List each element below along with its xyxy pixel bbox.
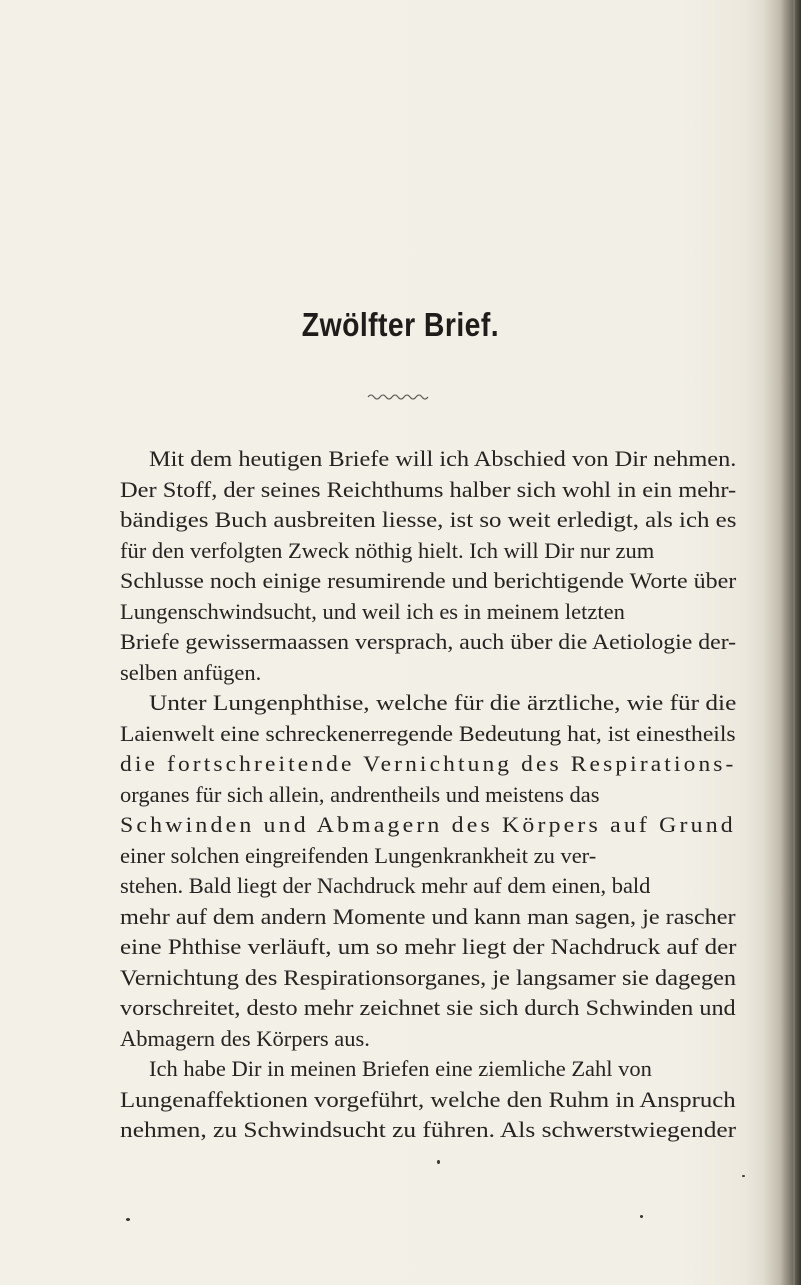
text-line-8: selben anfügen. — [120, 660, 262, 685]
paper-speck — [437, 1160, 440, 1164]
text-line-11: die fortschreitende Vernichtung des Respirations- — [120, 751, 737, 776]
text-line-2: Der Stoff, der seines Reichthums halber sich wohl in ein mehr- — [120, 477, 737, 502]
text-line-12: organes für sich allein, andrentheils und meistens das — [120, 782, 600, 807]
text-line-21: Ich habe Dir in meinen Briefen eine ziemliche Zahl von — [149, 1056, 652, 1081]
paper-speck — [126, 1218, 130, 1221]
text-line-13: Schwinden und Abmagern des Körpers auf Grund — [120, 812, 736, 837]
paper-speck — [640, 1215, 643, 1218]
text-line-1: Mit dem heutigen Briefe will ich Abschied von Dir nehmen. — [149, 446, 737, 471]
text-line-7: Briefe gewissermaassen versprach, auch über die Aetiologie der- — [120, 629, 737, 654]
text-line-18: Vernichtung des Respirationsorganes, je langsamer sie dagegen — [120, 965, 737, 990]
text-line-4: für den verfolgten Zweck nöthig hielt. Ich will Dir nur zum — [120, 538, 655, 563]
text-line-10: Laienwelt eine schreckenerregende Bedeutung hat, ist einestheils — [120, 721, 736, 746]
paper-speck — [742, 1175, 745, 1177]
text-line-22: Lungenaffektionen vorgeführt, welche den Ruhm in Anspruch — [120, 1087, 736, 1112]
text-line-20: Abmagern des Körpers aus. — [120, 1026, 370, 1051]
text-line-3: bändiges Buch ausbreiten liesse, ist so weit erledigt, als ich es — [120, 507, 737, 532]
text-line-15: stehen. Bald liegt der Nachdruck mehr auf dem einen, bald — [120, 873, 651, 898]
text-line-17: eine Phthise verläuft, um so mehr liegt der Nachdruck auf der — [120, 934, 737, 959]
text-line-16: mehr auf dem andern Momente und kann man sagen, je rascher — [120, 904, 736, 929]
text-line-19: vorschreitet, desto mehr zeichnet sie sich durch Schwinden und — [120, 995, 736, 1020]
text-line-9: Unter Lungenphthise, welche für die ärztliche, wie für die — [149, 690, 737, 715]
text-line-6: Lungenschwindsucht, und weil ich es in meinem letzten — [120, 599, 625, 624]
text-line-23: nehmen, zu Schwindsucht zu führen. Als schwerstwiegender — [120, 1117, 737, 1142]
text-line-14: einer solchen eingreifenden Lungenkrankheit zu ver- — [120, 843, 597, 868]
chapter-heading: Zwölfter Brief. — [301, 306, 500, 343]
text-line-5: Schlusse noch einige resumirende und berichtigende Worte über — [120, 568, 737, 593]
